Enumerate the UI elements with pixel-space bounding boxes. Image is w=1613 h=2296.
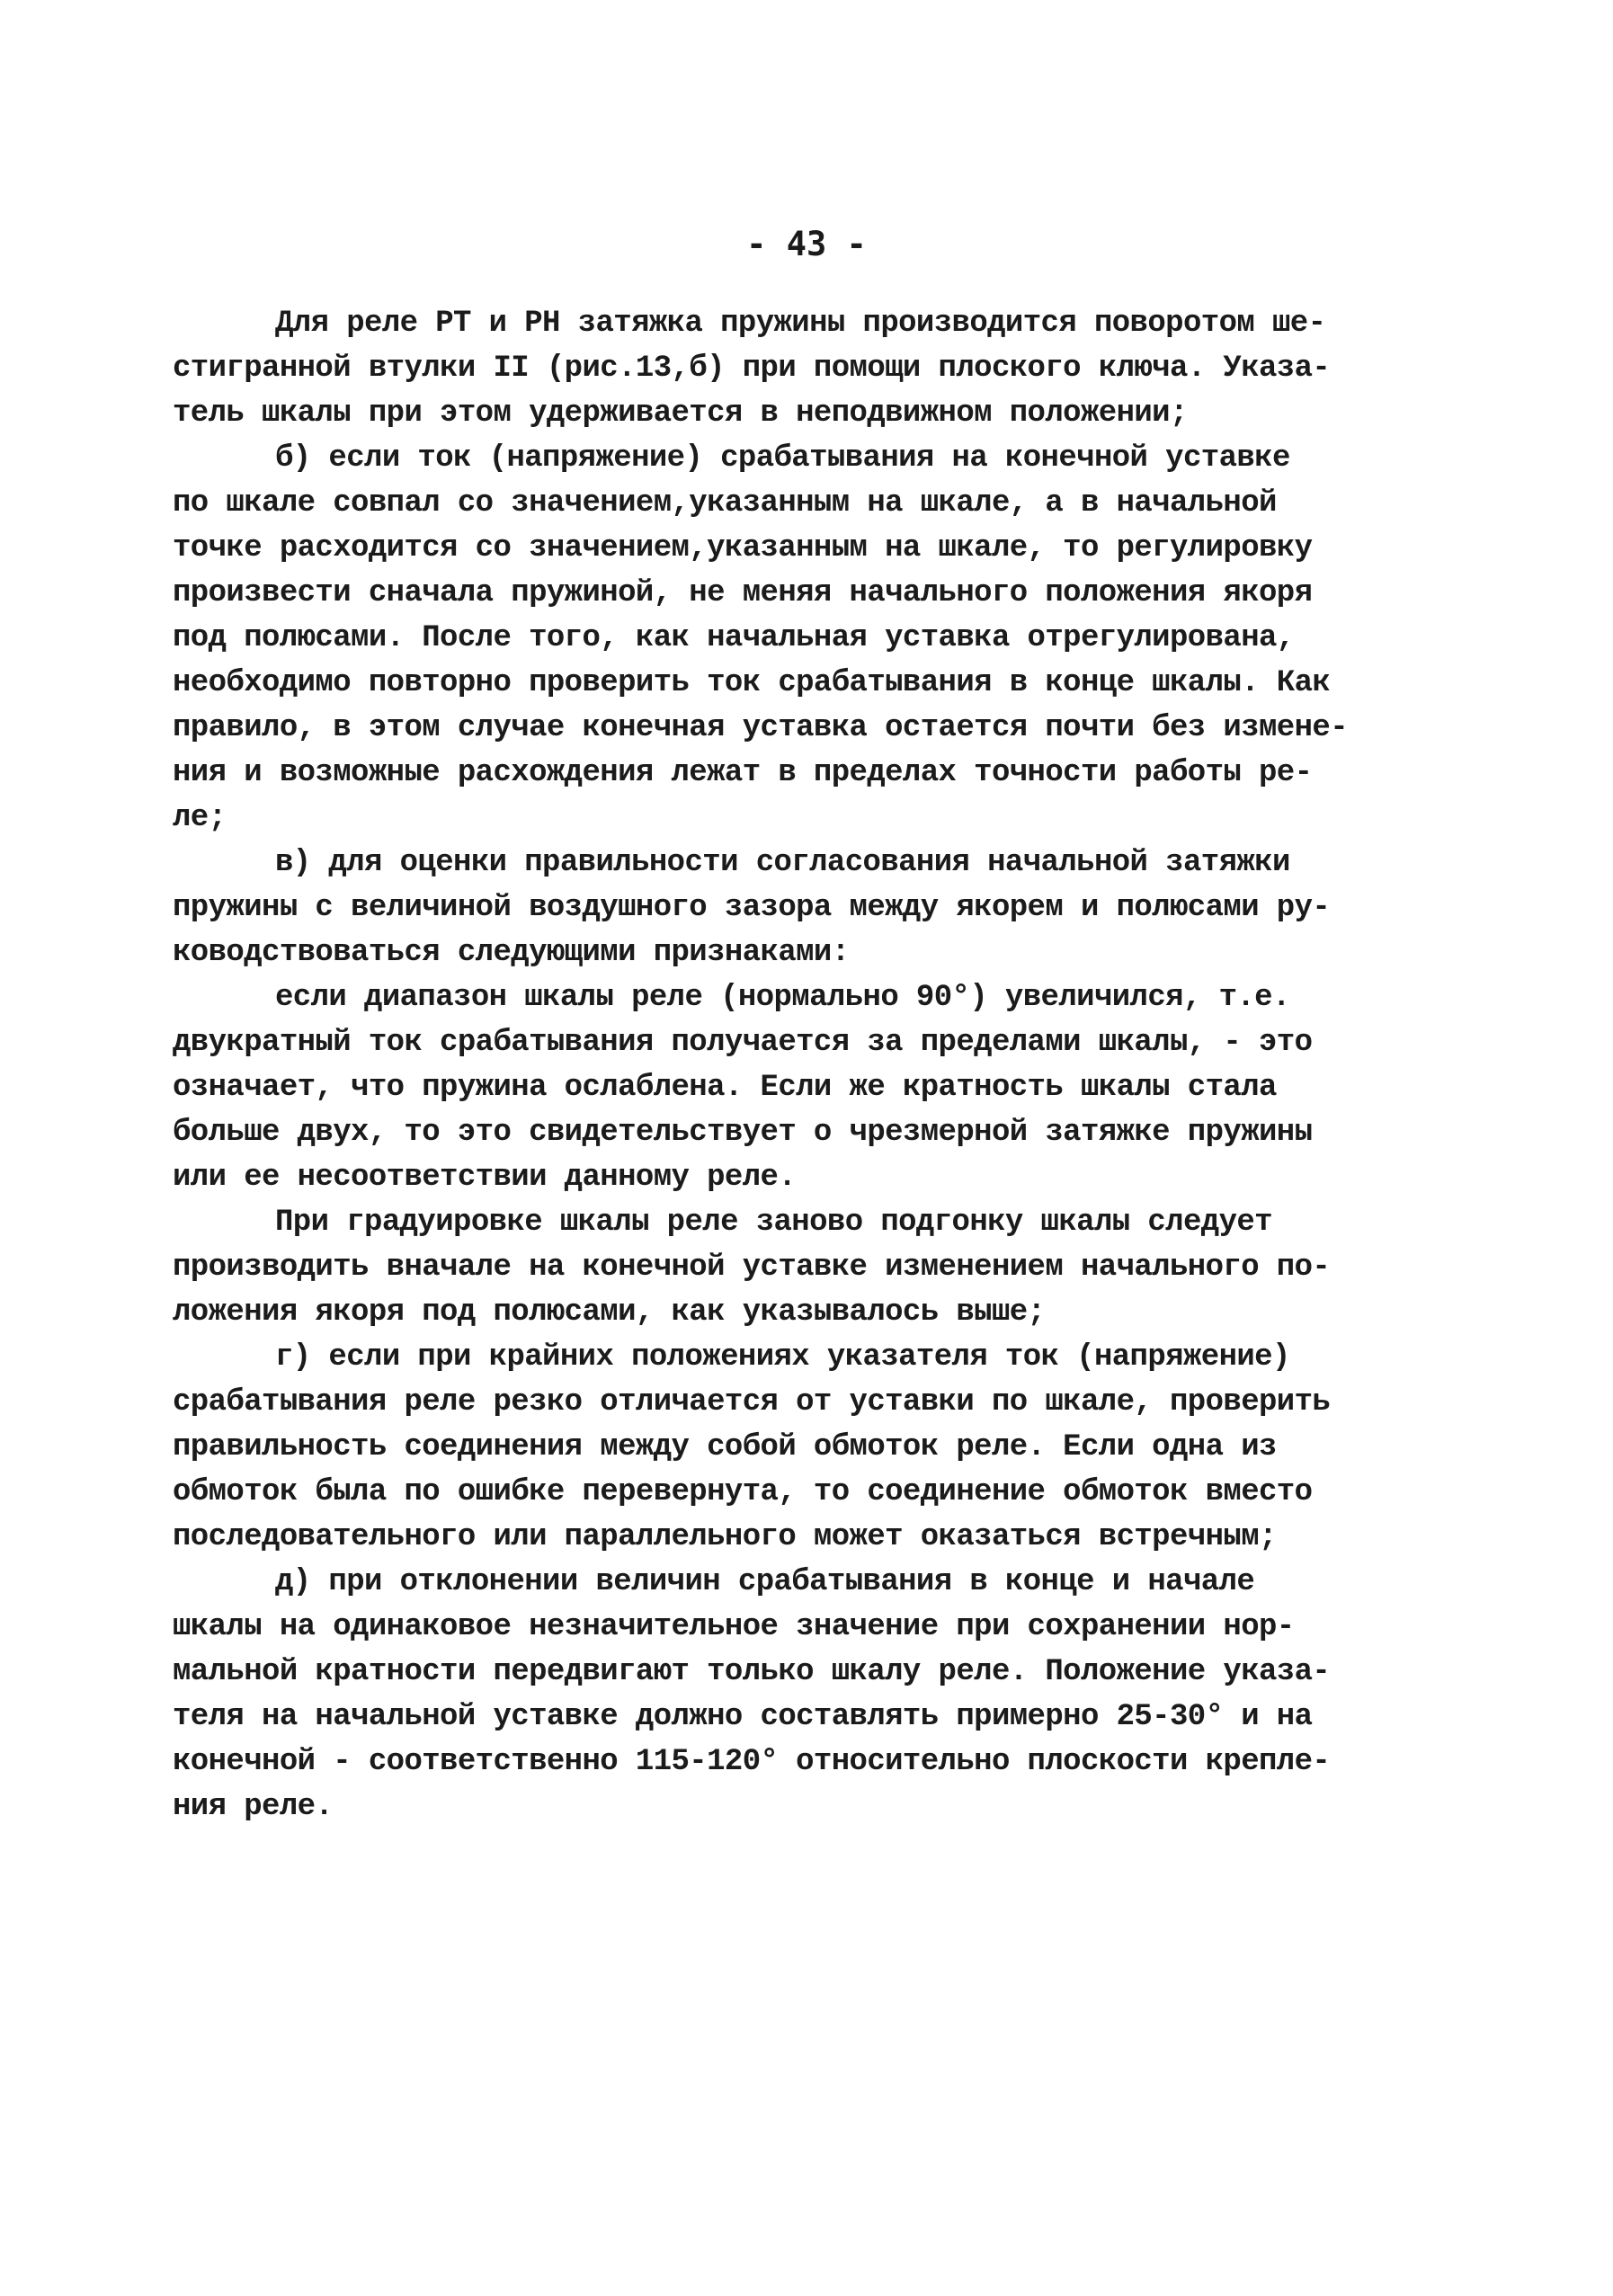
body-text [173, 301, 1449, 1829]
text-line: под полюсами. После того, как начальная уставка отрегулирована, [173, 621, 1295, 655]
text-line: ния реле. [173, 1790, 334, 1824]
text-line: ложения якоря под полюсами, как указывалось выше; [173, 1295, 1046, 1330]
text-line: теля на начальной уставке должно составлять примерно 25-30° и на [173, 1700, 1313, 1734]
text-line: по шкале совпал со значением,указанным на шкале, а в начальной [173, 486, 1277, 521]
text-line: Для реле РТ и РН затяжка пружины производится поворотом ше- [275, 307, 1326, 341]
text-line: необходимо повторно проверить ток срабатывания в конце шкалы. Как [173, 666, 1331, 700]
text-line: ния и возможные расхождения лежат в пределах точности работы ре- [173, 756, 1313, 790]
text-line: тель шкалы при этом удерживается в неподвижном положении; [173, 396, 1188, 431]
text-line: произвести сначала пружиной, не меняя начального положения якоря [173, 576, 1313, 610]
text-line: стигранной втулки II (рис.13,б) при помощи плоского ключа. Указа- [173, 352, 1331, 386]
text-line: д) при отклонении величин срабатывания в конце и начале [275, 1565, 1255, 1599]
text-line: если диапазон шкалы реле (нормально 90°) увеличился, т.е. [275, 981, 1290, 1015]
text-line: больше двух, то это свидетельствует о чрезмерной затяжке пружины [173, 1116, 1313, 1150]
text-line: ле; [173, 801, 227, 835]
text-line: При градуировке шкалы реле заново подгонку шкалы следует [275, 1206, 1272, 1240]
text-line: обмоток была по ошибке перевернута, то соединение обмоток вместо [173, 1475, 1313, 1509]
text-line: означает, что пружина ослаблена. Если же кратность шкалы стала [173, 1071, 1277, 1105]
text-line: в) для оценки правильности согласования начальной затяжки [275, 846, 1290, 880]
text-line: мальной кратности передвигают только шкалу реле. Положение указа- [173, 1655, 1331, 1689]
text-line: точке расходится со значением,указанным на шкале, то регулировку [173, 531, 1313, 565]
text-line: конечной - соответственно 115-120° относительно плоскости крепле- [173, 1745, 1331, 1779]
text-line: пружины с величиной воздушного зазора между якорем и полюсами ру- [173, 891, 1331, 925]
text-line: двукратный ток срабатывания получается за пределами шкалы, - это [173, 1026, 1313, 1060]
text-line: б) если ток (напряжение) срабатывания на конечной уставке [275, 441, 1290, 476]
text-line: срабатывания реле резко отличается от уставки по шкале, проверить [173, 1385, 1331, 1419]
text-line: правило, в этом случае конечная уставка остается почти без измене- [173, 711, 1349, 745]
text-line: г) если при крайних положениях указателя ток (напряжение) [275, 1340, 1290, 1375]
page-number: - 43 - [746, 225, 867, 263]
text-line: ководствоваться следующими признаками: [173, 936, 850, 970]
text-line: правильность соединения между собой обмоток реле. Если одна из [173, 1430, 1277, 1464]
text-line: или ее несоответствии данному реле. [173, 1161, 797, 1195]
text-line: производить вначале на конечной уставке изменением начального по- [173, 1250, 1331, 1285]
text-line: шкалы на одинаковое незначительное значение при сохранении нор- [173, 1610, 1295, 1644]
text-line: последовательного или параллельного может оказаться встречным; [173, 1520, 1277, 1554]
